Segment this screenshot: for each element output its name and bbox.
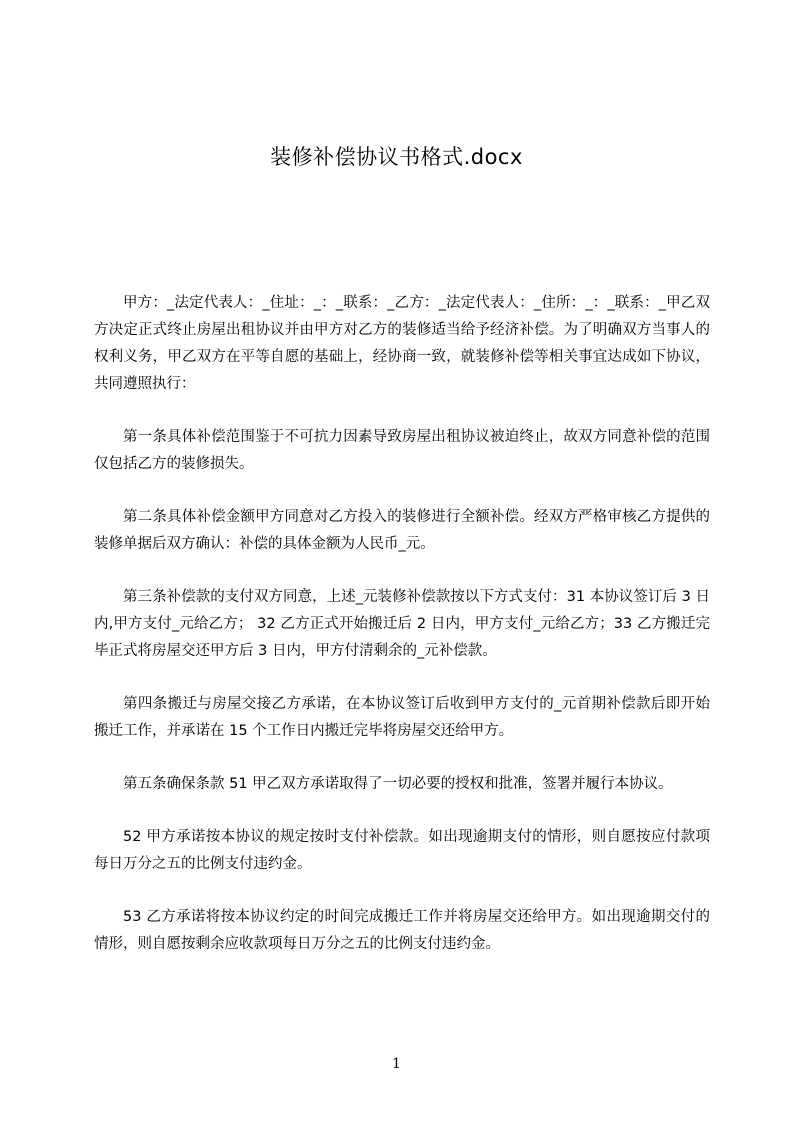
document-title: 装修补偿协议书格式.docx	[270, 145, 523, 169]
paragraph-article-5: 第五条确保条款 51 甲乙双方承诺取得了一切必要的授权和批准，签署并履行本协议。	[123, 776, 673, 792]
paragraph-clause-53: 53 乙方承诺将按本协议约定的时间完成搬迁工作并将房屋交还给甲方。如出现逾期交付的情形，则自愿按剩余应收款项每日万分之五的比例支付违约金。	[94, 909, 710, 952]
paragraph-article-4: 第四条搬迁与房屋交接乙方承诺，在本协议签订后收到甲方支付的_元首期补偿款后即开始搬迁工作，并承诺在 15 个工作日内搬迁完毕将房屋交还给甲方。	[94, 696, 710, 739]
page-number: 1	[392, 1056, 401, 1072]
paragraph-clause-52: 52 甲方承诺按本协议的规定按时支付补偿款。如出现逾期支付的情形，则自愿按应付款项每日万分之五的比例支付违约金。	[94, 829, 710, 872]
paragraph-parties: 甲方：_法定代表人：_住址：_：_联系：_乙方：_法定代表人：_住所：_：_联系：_甲乙双方决定正式终止房屋出租协议并由甲方对乙方的装修适当给予经济补偿。为了明确双方当事人的权利义务，甲乙双方在平等自愿的基础上，经协商一致，就装修补偿等相关事宜达成如下协议，共同遵照执行：	[94, 295, 710, 392]
document-body	[94, 290, 710, 984]
paragraph-article-3: 第三条补偿款的支付双方同意，上述_元装修补偿款按以下方式支付：31 本协议签订后 3 日内,甲方支付_元给乙方； 32 乙方正式开始搬迁后 2 日内，甲方支付_元给乙方；33 乙方搬迁完毕正式将房屋交还甲方后 3 日内，甲方付清剩余的_元补偿款。	[94, 589, 710, 659]
paragraph-article-1: 第一条具体补偿范围鉴于不可抗力因素导致房屋出租协议被迫终止，故双方同意补偿的范围仅包括乙方的装修损失。	[94, 429, 710, 472]
paragraph-article-2: 第二条具体补偿金额甲方同意对乙方投入的装修进行全额补偿。经双方严格审核乙方提供的装修单据后双方确认：补偿的具体金额为人民币_元。	[94, 509, 710, 552]
